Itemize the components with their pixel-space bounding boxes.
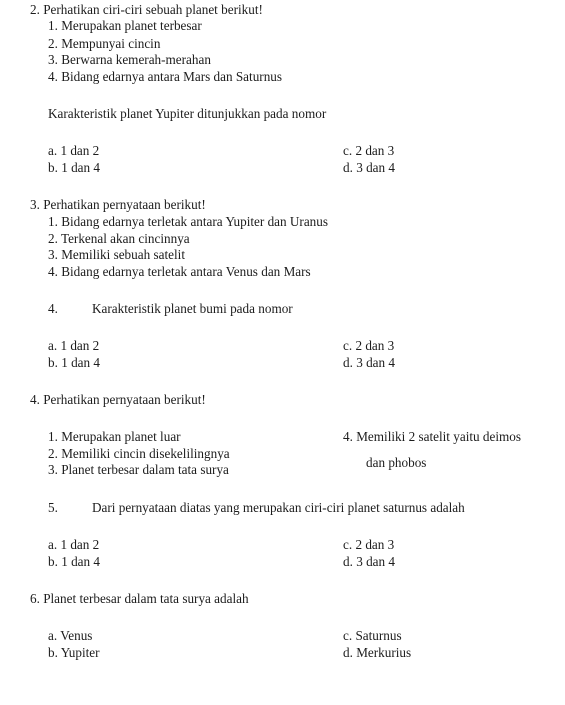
list-item: 2. Mempunyai cincin: [48, 36, 161, 51]
answer-option-c[interactable]: c. Saturnus: [343, 628, 402, 643]
question-header: 6. Planet terbesar dalam tata surya adalah: [30, 591, 249, 606]
list-item: 1. Merupakan planet terbesar: [48, 18, 202, 33]
question-prompt-number: 5.: [48, 500, 58, 515]
answer-option-a[interactable]: a. 1 dan 2: [48, 537, 100, 552]
list-item: 1. Merupakan planet luar: [48, 429, 181, 444]
list-item-right: 4. Memiliki 2 satelit yaitu deimos: [343, 429, 522, 444]
answer-option-c[interactable]: c. 2 dan 3: [343, 338, 395, 353]
list-item: 4. Bidang edarnya antara Mars dan Saturnus: [48, 69, 283, 84]
answer-option-b[interactable]: b. Yupiter: [48, 645, 100, 660]
list-item: 3. Planet terbesar dalam tata surya: [48, 462, 229, 477]
answer-option-b[interactable]: b. 1 dan 4: [48, 355, 101, 370]
question-prompt: Karakteristik planet Yupiter ditunjukkan pada nomor: [48, 106, 327, 121]
answer-option-a[interactable]: a. 1 dan 2: [48, 143, 100, 158]
answer-option-c[interactable]: c. 2 dan 3: [343, 537, 395, 552]
question-header: 2. Perhatikan ciri-ciri sebuah planet berikut!: [30, 2, 263, 17]
question-header: 4. Perhatikan pernyataan berikut!: [30, 392, 206, 407]
answer-option-d[interactable]: d. 3 dan 4: [343, 554, 396, 569]
list-item: 3. Memiliki sebuah satelit: [48, 247, 185, 262]
answer-option-d[interactable]: d. 3 dan 4: [343, 160, 396, 175]
answer-option-a[interactable]: a. 1 dan 2: [48, 338, 100, 353]
question-header: 3. Perhatikan pernyataan berikut!: [30, 197, 206, 212]
answer-option-a[interactable]: a. Venus: [48, 628, 93, 643]
question-prompt-number: 4.: [48, 301, 58, 316]
list-item-right-continuation: dan phobos: [366, 455, 427, 470]
question-prompt: Dari pernyataan diatas yang merupakan ciri-ciri planet saturnus adalah: [92, 500, 465, 515]
list-item: 2. Terkenal akan cincinnya: [48, 231, 190, 246]
list-item: 1. Bidang edarnya terletak antara Yupiter dan Uranus: [48, 214, 329, 229]
answer-option-d[interactable]: d. 3 dan 4: [343, 355, 396, 370]
answer-option-b[interactable]: b. 1 dan 4: [48, 160, 101, 175]
question-prompt: Karakteristik planet bumi pada nomor: [92, 301, 293, 316]
list-item: 3. Berwarna kemerah-merahan: [48, 52, 211, 67]
list-item: 2. Memiliki cincin disekelilingnya: [48, 446, 230, 461]
list-item: 4. Bidang edarnya terletak antara Venus dan Mars: [48, 264, 311, 279]
answer-option-c[interactable]: c. 2 dan 3: [343, 143, 395, 158]
answer-option-d[interactable]: d. Merkurius: [343, 645, 412, 660]
answer-option-b[interactable]: b. 1 dan 4: [48, 554, 101, 569]
